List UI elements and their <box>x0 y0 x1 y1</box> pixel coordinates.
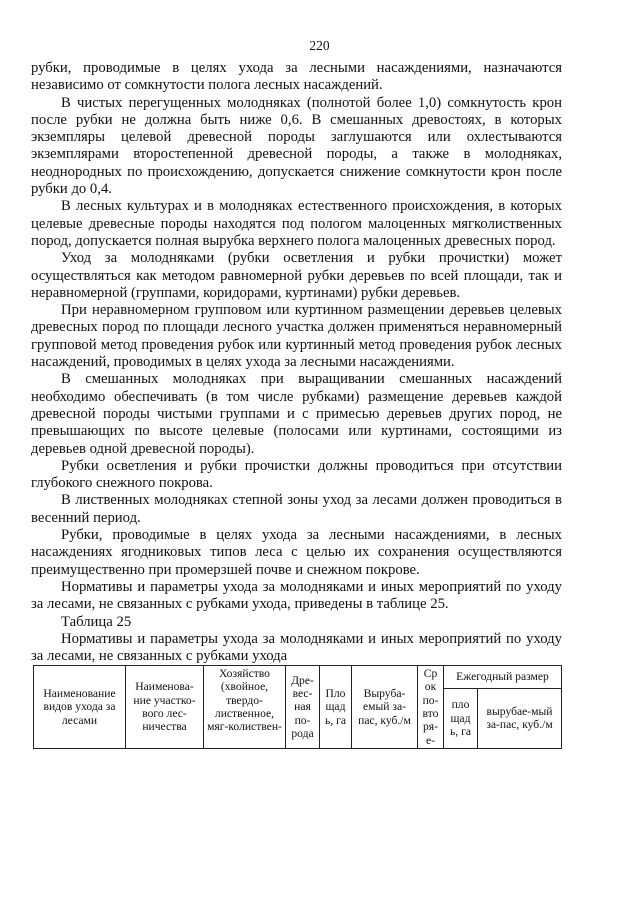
header-cell: Пло щад ь, га <box>320 665 352 748</box>
header-cell: Наименова-ние участко-вого лес-ничества <box>126 665 204 748</box>
paragraph: Рубки осветления и рубки прочистки должны проводиться при отсутствии глубокого снежного покрова. <box>31 457 562 492</box>
paragraph: В смешанных молодняках при выращивании смешанных насаждений необходимо обеспечивать (в том числе рубками) размещение деревьев каждой древесной породы чистыми группами и с примесью деревьев других пород, не превышающих по высоте целевые (полосами или куртинами, состоящими из деревьев одной древесной породы). <box>31 371 562 457</box>
header-cell: Наименование видов ухода за лесами <box>34 665 126 748</box>
paragraph: Уход за молодняками (рубки осветления и рубки прочистки) может осуществляться как методом равномерной рубки деревьев по всей площади, так и неравномерной (группами, коридорами, куртинами) рубки деревьев. <box>31 250 562 301</box>
paragraph: В лиственных молодняках степной зоны уход за лесами должен проводиться в весенний период. <box>31 492 562 526</box>
table-header-row <box>34 665 562 688</box>
norms-table <box>33 665 562 749</box>
paragraph: Нормативы и параметры ухода за молодняками и иных мероприятий по уходу за лесами, не связанных с рубками ухода, приведены в таблице 25. <box>31 578 562 613</box>
paragraph: рубки, проводимые в целях ухода за лесными насаждениями, назначаются независимо от сомкнутости полога лесных насаждений. <box>31 60 562 94</box>
header-cell: Ср ок по-вто ря-е- <box>418 665 444 748</box>
paragraph: Рубки, проводимые в целях ухода за лесными насаждениями, в лесных насаждениях ягодниковых типов леса с целью их сохранения осуществляются преимущественно при промерзшей почве и снежном покрове. <box>31 527 562 578</box>
page-number: 220 <box>309 38 330 53</box>
header-cell: Дре-вес-ная по-рода <box>286 665 320 748</box>
document-body <box>31 60 562 749</box>
header-cell: пло щад ь, га <box>444 688 478 748</box>
table-label: Таблица 25 <box>61 613 132 630</box>
header-cell: Выруба-емый за-пас, куб./м <box>352 665 418 748</box>
header-cell: Хозяйство (хвойное, твердо-лиственное, мяг-колиствен- <box>204 665 286 748</box>
table-title: Нормативы и параметры ухода за молодняками и иных мероприятий по уходу за лесами, не связанных с рубками ухода <box>31 630 562 664</box>
header-group-cell: Ежегодный размер <box>444 665 562 688</box>
paragraph: При неравномерном групповом или куртинном размещении деревьев целевых древесных пород по площади лесного участка должен применяться неравномерный групповой метод проведения рубок или куртинный метод проведения рубок лесных насаждений, проводимых в целях ухода за лесными насаждениями. <box>31 302 562 371</box>
paragraph: В чистых перегущенных молодняках (полнотой более 1,0) сомкнутость крон после рубки не должна быть ниже 0,6. В смешанных древостоях, в которых экземпляры целевой древесной породы заглушаются или охлестываются экземплярами второстепенной древесной породы, а также в молодняках, неоднородных по происхождению, допускается снижение сомкнутости крон после рубки до 0,4. <box>31 94 562 198</box>
paragraph: В лесных культурах и в молодняках естественного происхождения, в которых целевые древесные породы находятся под пологом малоценных мягколиственных пород, допускается полная вырубка верхнего полога малоценных древесных пород. <box>31 198 562 249</box>
header-cell: вырубае-мый за-пас, куб./м <box>478 688 562 748</box>
